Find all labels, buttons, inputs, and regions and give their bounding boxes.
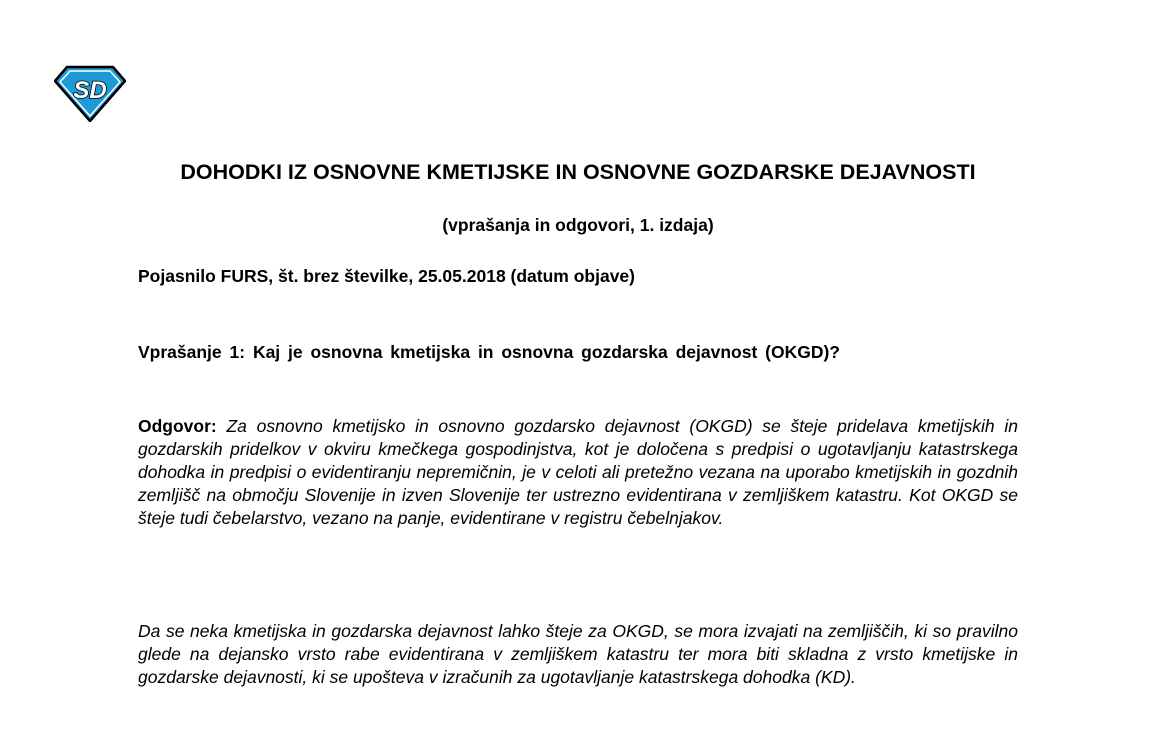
document-subtitle: (vprašanja in odgovori, 1. izdaja): [442, 215, 714, 235]
paragraph-2-text: Da se neka kmetijska in gozdarska dejavnost lahko šteje za OKGD, se mora izvajati na zemljiščih, ki so pravilno glede na dejansko vrsto rabe evidentirana v zemljiškem katastru ter mora biti skladna z vrsto kmetijske in gozdarske dejavnosti, ki se upošteva v izračunih za ugotavljanje katastrskega dohodka (KD).: [138, 621, 1018, 687]
logo: [54, 64, 126, 122]
document-title: DOHODKI IZ OSNOVNE KMETIJSKE IN OSNOVNE GOZDARSKE DEJAVNOSTI: [180, 160, 976, 184]
answer-label: Odgovor: [138, 416, 211, 436]
answer-text: Za osnovno kmetijsko in osnovno gozdarsko dejavnost (OKGD) se šteje pridelava kmetijskih in gozdarskih pridelkov v okviru kmečkega gospodinjstva, kot je določena s predpisi o ugotavljanju katastrskega dohodka in predpisi o evidentiranju nepremičnin, je v celoti ali pretežno vezana na uporabo kmetijskih in gozdnih zemljišč na območju Slovenije in izven Slovenije ter ustrezno evidentirana v zemljiškem katastru. Kot OKGD se šteje tudi čebelarstvo, vezano na panje, evidentirane v registru čebelnjakov.: [138, 416, 1018, 528]
question-1: Vprašanje 1: Kaj je osnovna kmetijska in osnovna gozdarska dejavnost (OKGD)?: [138, 342, 840, 362]
svg-text:SD: SD: [73, 77, 107, 104]
logo-emblem-icon: [54, 64, 126, 122]
answer-paragraph-2: [138, 620, 1018, 689]
answer-colon: :: [210, 416, 217, 436]
answer-paragraph: [138, 415, 1018, 530]
reference-line: Pojasnilo FURS, št. brez številke, 25.05.2018 (datum objave): [138, 266, 635, 286]
